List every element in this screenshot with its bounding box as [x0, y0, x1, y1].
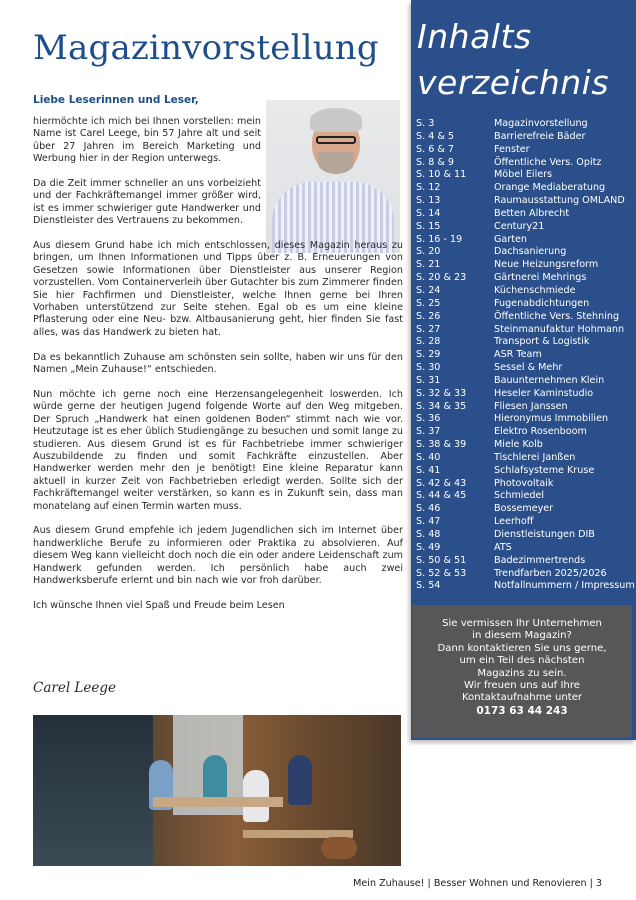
toc-entry-page: S. 54 — [416, 580, 441, 592]
toc-entry-title: Fenster — [494, 143, 530, 155]
toc-entry-page: S. 8 & 9 — [416, 156, 454, 168]
toc-entry[interactable] — [416, 195, 628, 208]
toc-entry-title: Miele Kolb — [494, 439, 543, 451]
toc-entry[interactable] — [416, 336, 628, 349]
toc-entry-title: Bossemeyer — [494, 503, 554, 515]
toc-entry-page: S. 42 & 43 — [416, 477, 467, 489]
cta-phone[interactable]: 0173 63 44 243 — [476, 704, 568, 717]
toc-entry-title: Fugenabdichtungen — [494, 297, 590, 309]
photo-person — [243, 770, 269, 822]
toc-entry-title: Transport & Logistik — [494, 336, 590, 348]
toc-entry-title: Bauunternehmen Klein — [494, 374, 605, 386]
toc-entry-page: S. 31 — [416, 374, 441, 386]
photo-person — [288, 755, 312, 805]
toc-entry-page: S. 50 & 51 — [416, 554, 467, 566]
family-terrace-photo — [33, 715, 401, 866]
toc-entry[interactable] — [416, 580, 635, 593]
toc-entry-page: S. 28 — [416, 336, 441, 348]
toc-entry[interactable] — [416, 426, 628, 439]
toc-entry-title: Öffentliche Vers. Stehning — [494, 310, 620, 322]
toc-entry[interactable] — [416, 131, 628, 144]
photo-table — [153, 797, 283, 807]
toc-entry-title: Trendfarben 2025/2026 — [494, 567, 607, 579]
toc-entry[interactable] — [416, 465, 628, 478]
toc-title-line: Inhalts — [417, 17, 532, 56]
toc-entry-title: Fliesen Janssen — [494, 400, 568, 412]
photo-person — [203, 755, 227, 800]
toc-entry[interactable] — [416, 246, 628, 259]
toc-entry-page: S. 13 — [416, 195, 441, 207]
cta-line: Kontaktaufnahme unter — [461, 692, 583, 704]
toc-entry-title: Barrierefreie Bäder — [494, 130, 586, 142]
toc-entry[interactable] — [416, 503, 628, 516]
toc-entry-title: Century21 — [494, 220, 545, 232]
toc-entry[interactable] — [416, 516, 628, 529]
toc-entry-page: S. 4 & 5 — [416, 130, 454, 142]
toc-entry-title: Öffentliche Vers. Opitz — [494, 156, 602, 168]
page-title: Magazinvorstellung — [33, 28, 379, 68]
cta-line: in diesem Magazin? — [472, 630, 572, 642]
toc-entry-page: S. 29 — [416, 349, 441, 361]
toc-entry-title: Sessel & Mehr — [494, 362, 563, 374]
toc-entry[interactable] — [416, 272, 628, 285]
toc-entry-title: Möbel Eilers — [494, 169, 553, 181]
letter-body — [33, 116, 403, 625]
toc-entry-page: S. 52 & 53 — [416, 567, 467, 579]
cta-line: Dann kontaktieren Sie uns gerne, — [437, 642, 607, 654]
toc-entry-title: Neue Heizungsreform — [494, 259, 599, 271]
toc-entry[interactable] — [416, 375, 628, 388]
toc-entry-page: S. 15 — [416, 220, 441, 232]
toc-entry-page: S. 12 — [416, 182, 441, 194]
toc-entry-title: Hieronymus Immobilien — [494, 413, 609, 425]
toc-entry-title: ASR Team — [494, 349, 542, 361]
toc-entry-title: Magazinvorstellung — [494, 118, 588, 129]
toc-entry-title: Gärtnerei Mehrings — [494, 272, 587, 284]
cta-line: Sie vermissen Ihr Unternehmen — [442, 618, 602, 629]
photo-dog — [321, 837, 357, 859]
toc-entry[interactable] — [416, 555, 628, 568]
letter-paragraph: Nun möchte ich gerne noch eine Herzensangelegenheit loswerden. Ich würde gerne der heutigen Jugend folgende Worte auf den Weg mitgeben. Der Spruch „Handwerk hat einen goldenen Boden“ stimmt nach wie vor. Heutzutage ist es eher üblich Studiengänge zu besuchen und somit lange zu studieren. Aus diesem Grund ist es für Fachbetriebe immer schwieriger Auszubildende zu finden und somit Fachkräfte einzustellen. Aber Handwerker werden mehr den je benötigt! Eine kleine Reparatur kann aktuell in kurzer Zeit von Fachbetrieben erledigt werden. Sollte sich der Fachkräftemangel weiter verstärken, so kann es in Zukunft sein, dass man monatelang auf einen Termin warten muss. — [33, 388, 403, 512]
toc-entry[interactable] — [416, 285, 628, 298]
toc-entry[interactable] — [416, 144, 628, 157]
toc-entry-title: Betten Albrecht — [494, 207, 570, 219]
toc-entry[interactable] — [416, 542, 628, 555]
toc-entry-title: Schmiedel — [494, 490, 545, 502]
letter-paragraph: Da es bekanntlich Zuhause am schönsten sein sollte, haben wir uns für den Namen „Mein Zuhause!“ entschieden. — [33, 351, 403, 376]
letter-paragraph: Aus diesem Grund empfehle ich jedem Jugendlichen sich im Internet über handwerkliche Berufe zu informieren oder Praktika zu absolvieren. Auf diesem Weg kann vielleicht doch noch die ein oder andere Leidenschaft zum Handwerk gefunden werden. Ich persönlich habe auch zwei Handwerksberufe erlernt und bin nach wie vor froh darüber. — [33, 525, 403, 586]
letter-paragraph: Ich wünsche Ihnen viel Spaß und Freude beim Lesen — [33, 599, 285, 611]
toc-entry-page: S. 48 — [416, 529, 441, 540]
toc-entry-page: S. 36 — [416, 413, 441, 425]
toc-entry[interactable] — [416, 478, 628, 491]
toc-entry-page: S. 32 & 33 — [416, 387, 467, 399]
toc-entry[interactable] — [416, 349, 628, 362]
toc-entry[interactable] — [416, 234, 628, 247]
toc-entry-title: Dachsanierung — [494, 246, 567, 258]
toc-entry-page: S. 37 — [416, 426, 441, 438]
toc-entry-page: S. 20 — [416, 246, 441, 258]
toc-entry-title: Leerhoff — [494, 516, 534, 528]
toc-entry-page: S. 25 — [416, 297, 441, 309]
toc-entry[interactable] — [416, 157, 628, 170]
toc-entry[interactable] — [416, 169, 628, 182]
toc-entry-page: S. 21 — [416, 259, 441, 271]
cta-line: um ein Teil des nächsten — [459, 655, 585, 667]
toc-entry-title: ATS — [494, 541, 512, 553]
toc-list — [416, 118, 635, 593]
letter-paragraph: hiermöchte ich mich bei Ihnen vorstellen: mein Name ist Carel Leege, bin 57 Jahre alt und seit über 27 Jahren im Bereich Marketing und Werbung hier in der Region unterwegs. — [33, 116, 261, 165]
toc-entry[interactable] — [416, 221, 628, 234]
toc-entry[interactable] — [416, 118, 628, 131]
toc-entry-title: Photovoltaik — [494, 477, 554, 489]
letter-greeting: Liebe Leserinnen und Leser, — [33, 94, 199, 106]
toc-entry-title: Elektro Rosenboom — [494, 426, 587, 438]
toc-entry-page: S. 46 — [416, 503, 441, 515]
toc-entry[interactable] — [416, 439, 628, 452]
toc-entry-page: S. 49 — [416, 541, 441, 553]
toc-entry-page: S. 38 & 39 — [416, 439, 467, 451]
toc-entry-title: Küchenschmiede — [494, 284, 576, 296]
toc-entry-page: S. 44 & 45 — [416, 490, 467, 502]
toc-entry[interactable] — [416, 324, 628, 337]
toc-entry[interactable] — [416, 182, 628, 195]
toc-entry[interactable] — [416, 259, 628, 272]
toc-entry[interactable] — [416, 362, 628, 375]
toc-entry-title: Raumausstattung OMLAND — [494, 195, 625, 207]
toc-entry[interactable] — [416, 298, 628, 311]
toc-entry[interactable] — [416, 568, 628, 581]
signature: Carel Leege — [33, 680, 117, 696]
cta-line: Magazins zu sein. — [477, 667, 567, 679]
toc-entry-page: S. 30 — [416, 362, 441, 374]
toc-entry-title: Notfallnummern / Impressum — [494, 580, 635, 592]
letter-paragraph: Da die Zeit immer schneller an uns vorbeizieht und der Fachkräftemangel immer größer wird, ist es immer schwieriger gute Handwerker und Dienstleister des Vertrauens zu bekommen. — [33, 178, 261, 227]
toc-entry-page: S. 41 — [416, 464, 441, 476]
toc-entry-title: Garten — [494, 233, 528, 245]
letter-paragraph: Aus diesem Grund habe ich mich entschlossen, dieses Magazin heraus zu bringen, um Ihnen Informationen und Tipps über z. B. Erneuerungen von Gesetzen sowie Informationen über Dienstleister aus unserer Region vorzustellen. Vom Containerverleih über Gutachter bis zum Zimmerer finden Sie hier Fachfirmen und Dienstleister, welche Ihnen gerne bei Ihren Vorhaben unterstützend zur Seite stehen. Egal ob es um eine kleine Pflasterung oder eine Neu- bzw. Altbausanierung geht, hier finden Sie fast alles, was das Handwerk zu bieten hat. — [33, 240, 403, 338]
toc-entry-title: Orange Mediaberatung — [494, 182, 606, 194]
toc-entry-page: S. 6 & 7 — [416, 143, 454, 155]
toc-entry-page: S. 47 — [416, 516, 441, 528]
cta-line: Wir freuen uns auf Ihre — [464, 680, 580, 692]
toc-entry-page: S. 27 — [416, 323, 441, 335]
toc-entry-page: S. 16 - 19 — [416, 233, 463, 245]
toc-entry[interactable] — [416, 452, 628, 465]
page-footer: Mein Zuhause! | Besser Wohnen und Renovieren | 3 — [353, 878, 602, 889]
toc-entry[interactable] — [416, 311, 628, 324]
toc-entry-page: S. 26 — [416, 310, 441, 322]
toc-entry-page: S. 24 — [416, 284, 441, 296]
toc-entry-title: Dienstleistungen DIB — [494, 529, 595, 540]
toc-entry-page: S. 34 & 35 — [416, 400, 467, 412]
toc-entry-title: Badezimmertrends — [494, 554, 586, 566]
toc-entry[interactable] — [416, 208, 628, 221]
toc-entry-page: S. 3 — [416, 118, 435, 129]
toc-entry-page: S. 14 — [416, 207, 441, 219]
toc-title — [417, 14, 617, 106]
toc-entry-title: Steinmanufaktur Hohmann — [494, 323, 625, 335]
toc-entry-page: S. 40 — [416, 451, 441, 463]
toc-entry-title: Tischlerei Janßen — [494, 451, 576, 463]
cta-text — [412, 605, 632, 705]
toc-entry[interactable] — [416, 529, 628, 542]
toc-entry-page: S. 20 & 23 — [416, 272, 467, 284]
toc-entry[interactable] — [416, 388, 628, 401]
toc-entry[interactable] — [416, 490, 628, 503]
toc-entry-page: S. 10 & 11 — [416, 169, 467, 181]
toc-title-line: verzeichnis — [417, 63, 610, 102]
toc-entry[interactable] — [416, 401, 628, 414]
photo-window — [33, 715, 153, 866]
toc-entry[interactable] — [416, 413, 628, 426]
cta-box — [412, 605, 632, 738]
toc-entry-title: Schlafsysteme Kruse — [494, 464, 595, 476]
toc-entry-title: Heseler Kaminstudio — [494, 387, 594, 399]
